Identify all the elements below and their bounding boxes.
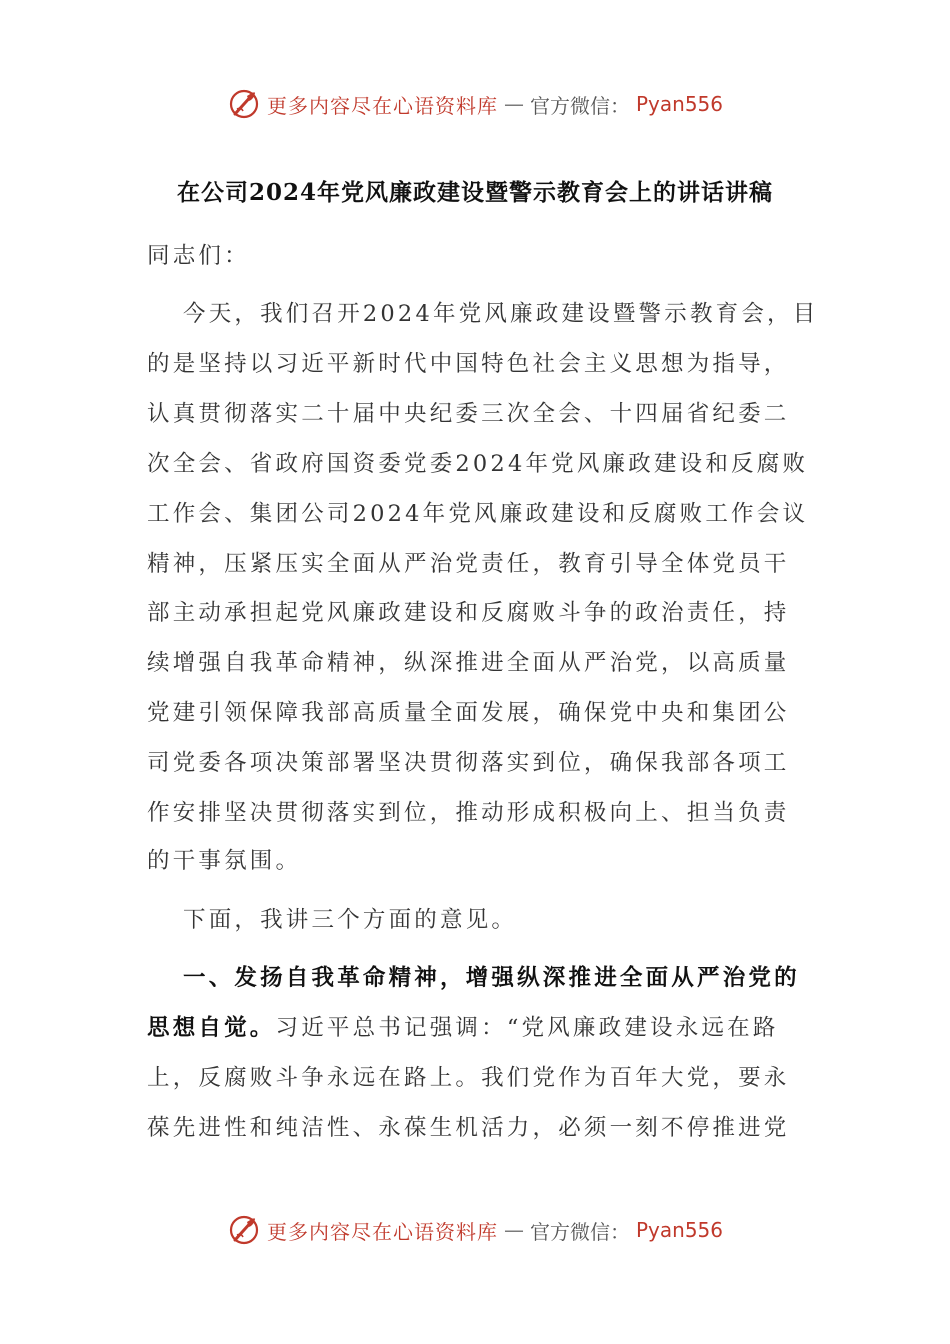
watermark-contact-id: Pyan556 <box>635 92 723 116</box>
paragraph-line: 精神，压紧压实全面从严治党责任，教育引导全体党员干 <box>147 551 790 577</box>
watermark-brand-text: 更多内容尽在心语资料库 <box>266 93 498 118</box>
document-title: 在公司2024年党风廉政建设暨警示教育会上的讲话讲稿 <box>176 179 773 206</box>
watermark-contact-id: Pyan556 <box>635 1218 723 1242</box>
watermark-contact-label: 官方微信： <box>529 93 630 118</box>
paragraph-line: 的是坚持以习近平新时代中国特色社会主义思想为指导， <box>147 351 790 377</box>
paragraph-line: 司党委各项决策部署坚决贯彻落实到位，确保我部各项工 <box>147 750 790 776</box>
quill-pen-logo-icon <box>227 87 261 121</box>
paragraph-line: 次全会、省政府国资委党委2024年党风廉政建设和反腐败 <box>147 451 809 477</box>
watermark-contact-label: 官方微信： <box>529 1219 630 1244</box>
section-heading: 一、发扬自我革命精神，增强纵深推进全面从严治党的 <box>183 965 800 991</box>
paragraph-line: 认真贯彻落实二十届中央纪委三次全会、十四届省纪委二 <box>147 401 790 427</box>
paragraph-line: 上，反腐败斗争永远在路上。我们党作为百年大党，要永 <box>147 1065 790 1091</box>
paragraph-line: 部主动承担起党风廉政建设和反腐败斗争的政治责任，持 <box>147 600 790 626</box>
paragraph-line: 葆先进性和纯洁性、永葆生机活力，必须一刻不停推进党 <box>147 1115 790 1141</box>
watermark-separator: — <box>503 1218 524 1242</box>
section-body-start: 习近平总书记强调：“党风廉政建设永远在路 <box>275 1015 779 1041</box>
paragraph-line: 的干事氛围。 <box>147 848 302 874</box>
paragraph-line: 今天，我们召开2024年党风廉政建设暨警示教育会，目 <box>183 301 819 327</box>
paragraph-line: 工作会、集团公司2024年党风廉政建设和反腐败工作会议 <box>147 501 809 527</box>
paragraph-line: 党建引领保障我部高质量全面发展，确保党中央和集团公 <box>147 700 790 726</box>
watermark-separator: — <box>503 92 524 116</box>
quill-pen-logo-icon <box>227 1213 261 1247</box>
section-heading-tail: 思想自觉。 <box>147 1015 276 1041</box>
paragraph-line: 作安排坚决贯彻落实到位，推动形成积极向上、担当负责 <box>147 800 790 826</box>
salutation: 同志们： <box>147 243 250 269</box>
paragraph-line: 下面，我讲三个方面的意见。 <box>183 907 518 933</box>
header-watermark <box>0 84 950 124</box>
footer-watermark <box>0 1210 950 1250</box>
section-heading-continuation <box>147 1013 779 1043</box>
paragraph-line: 续增强自我革命精神，纵深推进全面从严治党，以高质量 <box>147 650 790 676</box>
watermark-brand-text: 更多内容尽在心语资料库 <box>266 1219 498 1244</box>
